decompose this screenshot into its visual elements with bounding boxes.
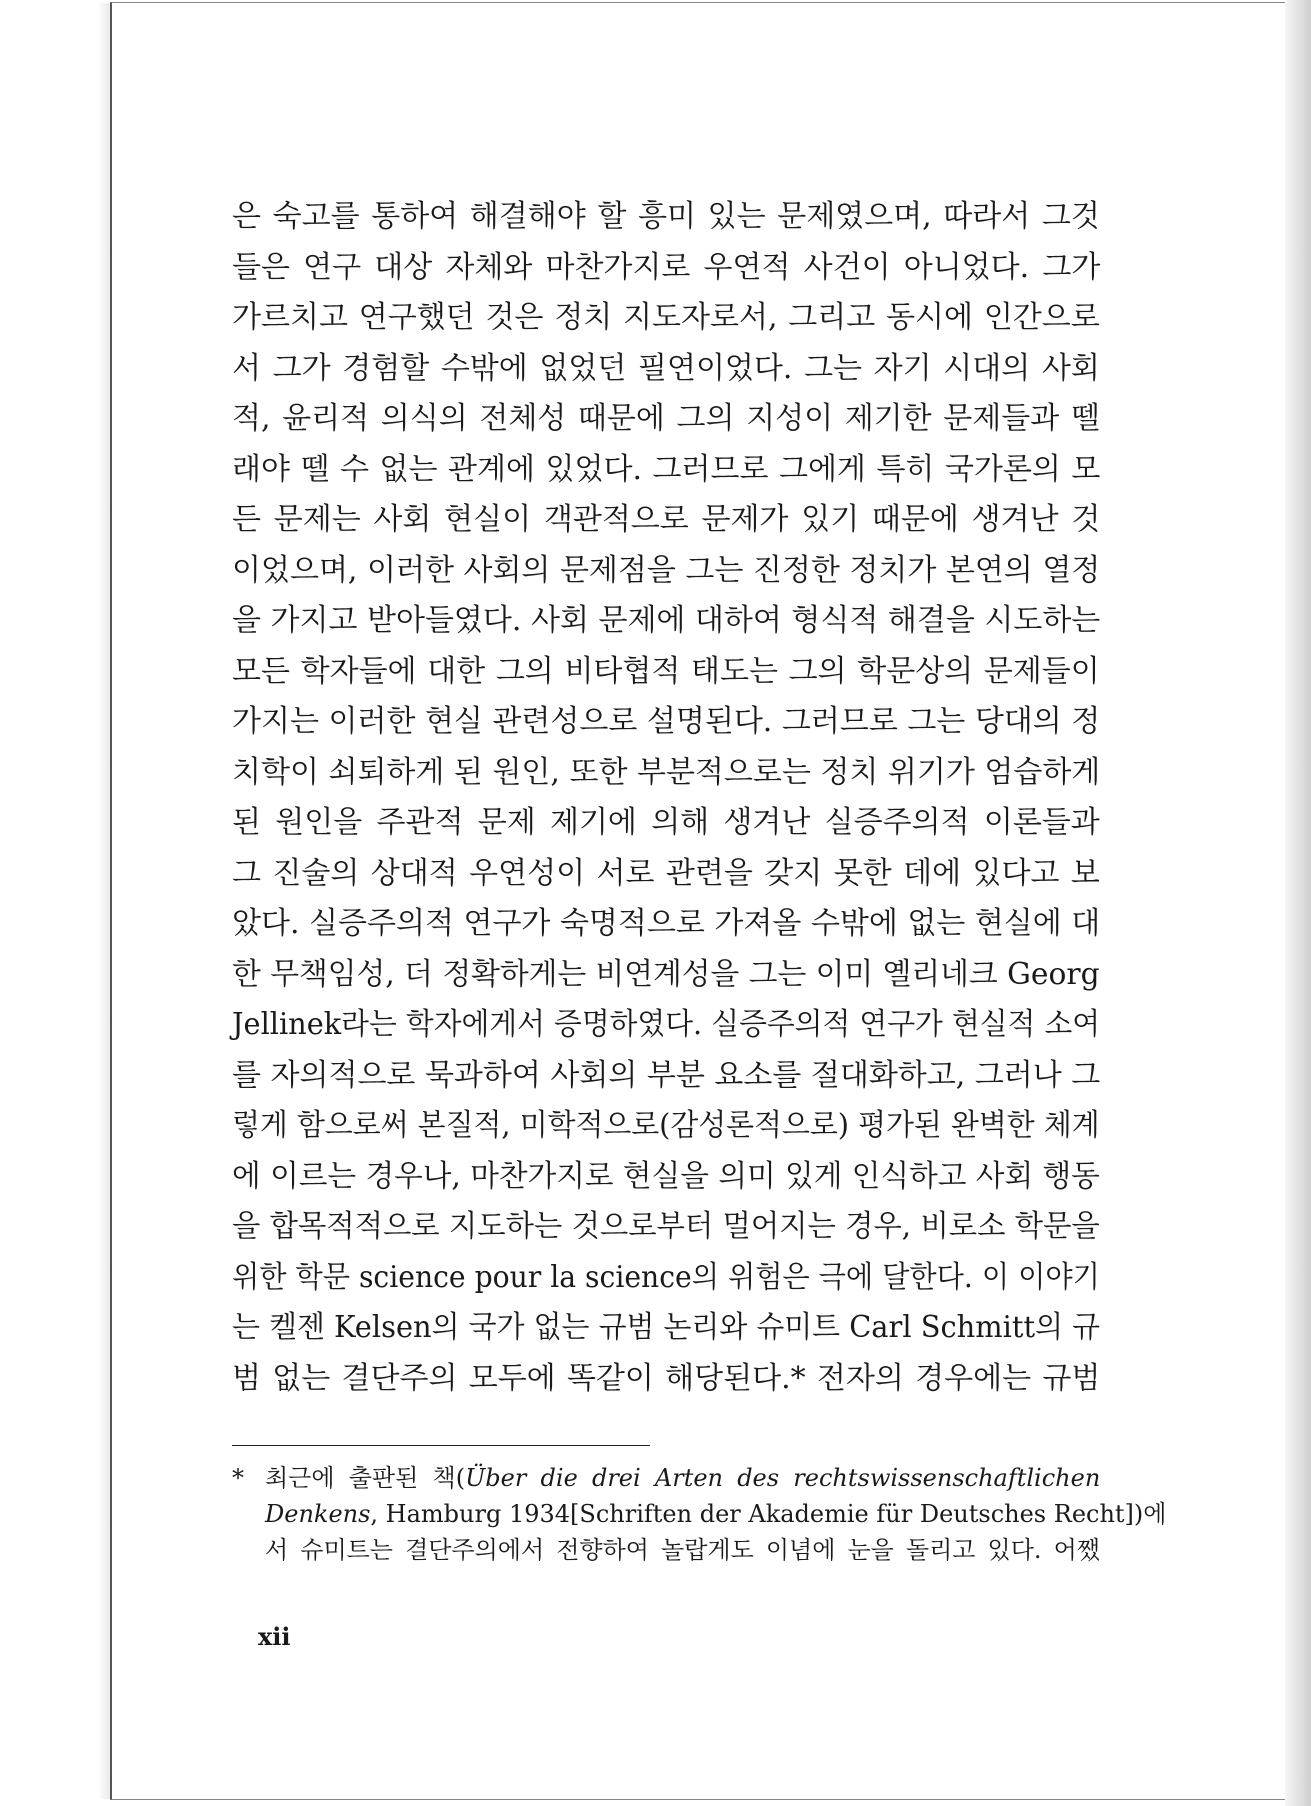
line-text: 을 합목적적으로 지도하는 것으로부터 멀어지는 경우, 비로소 학문을 [232, 1209, 1100, 1244]
line-text: 범 없는 결단주의 모두에 똑같이 해당된다.* 전자의 경우에는 규범 [232, 1360, 1101, 1396]
line-text: 서 그가 경험할 수밖에 없었던 필연이었다. 그는 자기 시대의 사회 [232, 350, 1100, 386]
line-text: 았다. 실증주의적 연구가 숙명적으로 가져올 수밖에 없는 현실에 대 [232, 906, 1101, 941]
text-line [232, 950, 1100, 1001]
body-text [232, 192, 1100, 1404]
text-line [232, 1253, 1100, 1304]
text-line [232, 192, 1100, 243]
line-text: 들은 연구 대상 자체와 마찬가지로 우연적 사건이 아니었다. 그가 [232, 249, 1101, 285]
footnote-line [232, 1532, 1100, 1568]
line-text: 모든 학자들에 대한 그의 비타협적 태도는 그의 학문상의 문제들이 [232, 653, 1100, 689]
text-line [232, 445, 1100, 496]
line-text: 래야 뗄 수 없는 관계에 있었다. 그러므로 그에게 특히 국가론의 모 [232, 451, 1101, 487]
text-line [232, 647, 1100, 698]
line-text: 이었으며, 이러한 사회의 문제점을 그는 진정한 정치가 본연의 열정 [232, 552, 1101, 588]
page-number: xii [258, 1622, 291, 1651]
footnote-book-title: Über die drei Arten des rechtswissenschaftlichen [465, 1464, 1101, 1492]
line-text: 한 무책임성, 더 정확하게는 비연계성을 그는 이미 옐리네크 Georg [232, 956, 1100, 992]
footnote-prefix: 최근에 출판된 책( [265, 1464, 466, 1492]
text-line [232, 1051, 1100, 1102]
footnote-book-title-end: Denkens [265, 1500, 371, 1528]
text-line [232, 344, 1100, 395]
text-line [232, 697, 1100, 748]
text-line [232, 1000, 1100, 1051]
line-text: 가르치고 연구했던 것은 정치 지도자로서, 그리고 동시에 인간으로 [232, 300, 1100, 335]
line-text: 는 켈젠 Kelsen의 국가 없는 규범 논리와 슈미트 Carl Schmitt의 규 [232, 1310, 1101, 1345]
line-text: Jellinek라는 학자에게서 증명하였다. 실증주의적 연구가 현실적 소여 [232, 1007, 1101, 1042]
footnote-citation: , Hamburg 1934[Schriften der Akademie für Deutsches Recht])에 [370, 1500, 1167, 1528]
line-text: 치학이 쇠퇴하게 된 원인, 또한 부분적으로는 정치 위기가 엄습하게 [232, 754, 1101, 790]
text-line [232, 1202, 1100, 1253]
footnote-line [232, 1460, 1100, 1496]
line-text: 위한 학문 science pour la science의 위험은 극에 달한다. 이 이야기 [232, 1259, 1100, 1295]
line-text: 적, 윤리적 의식의 전체성 때문에 그의 지성이 제기한 문제들과 뗄 [232, 401, 1100, 436]
text-line [232, 1152, 1100, 1203]
line-text: 에 이르는 경우나, 마찬가지로 현실을 의미 있게 인식하고 사회 행동 [232, 1158, 1100, 1194]
footnote-line-text [265, 1532, 1100, 1568]
line-text: 을 가지고 받아들였다. 사회 문제에 대하여 형식적 해결을 시도하는 [232, 603, 1101, 638]
line-text: 그 진술의 상대적 우연성이 서로 관련을 갖지 못한 데에 있다고 보 [232, 855, 1100, 891]
page-edge-shadow [1285, 0, 1311, 1806]
line-text: 가지는 이러한 현실 관련성으로 설명된다. 그러므로 그는 당대의 정 [232, 704, 1101, 739]
text-line [232, 1303, 1100, 1354]
line-text: 든 문제는 사회 현실이 객관적으로 문제가 있기 때문에 생겨난 것 [232, 502, 1101, 537]
text-line [232, 394, 1100, 445]
text-line [232, 1354, 1100, 1405]
footnote [232, 1460, 1167, 1568]
text-line [232, 293, 1100, 344]
line-text: 를 자의적으로 묵과하여 사회의 부분 요소를 절대화하고, 그러나 그 [232, 1057, 1101, 1093]
text-line [232, 495, 1100, 546]
text-line [232, 546, 1100, 597]
text-line [232, 596, 1100, 647]
text-line [232, 849, 1100, 900]
footnote-line-text [265, 1496, 1166, 1532]
text-line [232, 899, 1100, 950]
footnote-text: 서 슈미트는 결단주의에서 전향하여 놀랍게도 이념에 눈을 돌리고 있다. 어쨌 [265, 1536, 1100, 1564]
line-text: 렇게 함으로써 본질적, 미학적으로(감성론적으로) 평가된 완벽한 체계 [232, 1108, 1100, 1143]
footnote-divider [232, 1445, 650, 1446]
text-line [232, 243, 1100, 294]
line-text: 된 원인을 주관적 문제 제기에 의해 생겨난 실증주의적 이론들과 [232, 805, 1100, 840]
line-text: 은 숙고를 통하여 해결해야 할 흥미 있는 문제였으며, 따라서 그것 [232, 199, 1100, 234]
footnote-line [232, 1496, 1167, 1532]
text-line [232, 748, 1100, 799]
text-line [232, 798, 1100, 849]
footnote-marker: * [232, 1464, 244, 1492]
text-line [232, 1101, 1100, 1152]
footnote-line-text [265, 1460, 1100, 1496]
